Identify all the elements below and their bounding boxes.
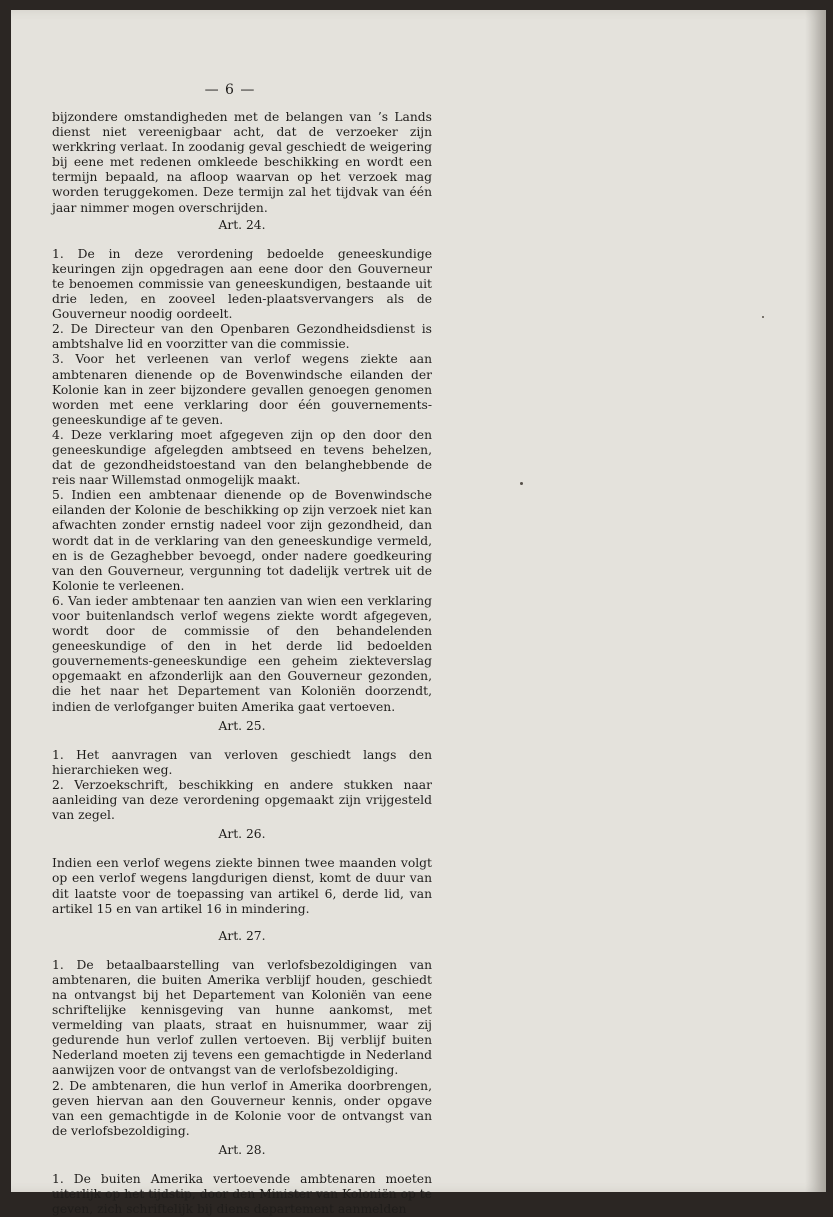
art27-par1: 1. De betaalbaarstelling van verlofsbezoldigingen van ambtenaren, die buiten Amerika verblijf houden, geschiedt na ontvangst bij het Departement van Koloniën van eene schriftelijke kennisgeving van hunne aankomst, met vermelding van plaats, straat en huisnummer, waar zij gedurende hun verlof zullen vertoeven. Bij verblijf buiten Nederland moeten zij tevens een gemachtigde in Nederland aanwijzen voor de ontvangst van de verlofsbezoldiging. bbox=[52, 957, 432, 1078]
art25-par2: 2. Verzoekschrift, beschikking en andere stukken naar aanleiding van deze verordening opgemaakt zijn vrijgesteld van zegel. bbox=[52, 777, 432, 823]
intro-paragraph: bijzondere omstandigheden met de belangen van ’s Lands dienst niet vereenigbaar acht, dat de verzoeker zijn werkkring verlaat. In zoodanig geval geschiedt de weigering bij eene met redenen omkleede beschikking en wordt een termijn bepaald, na afloop waarvan op het verzoek mag worden teruggekomen. Deze termijn zal het tijdvak van één jaar nimmer mogen overschrijden. bbox=[52, 110, 432, 215]
art24-par6: 6. Van ieder ambtenaar ten aanzien van wien een verklaring voor buitenlandsch verlof wegens ziekte wordt afgegeven, wordt door de commissie of den behandelenden geneeskundige of den in het derde lid bedoelden gouvernements-geneeskundige een geheim ziekteverslag opgemaakt en afzonderlijk aan den Gouverneur gezonden, die het naar het Departement van Koloniën doorzendt, indien de verlofganger buiten Amerika gaat vertoeven. bbox=[52, 593, 432, 714]
article-heading-26: Art. 26. bbox=[218, 827, 266, 842]
art24-par2: 2. De Directeur van den Openbaren Gezondheidsdienst is ambtshalve lid en voorzitter van die commissie. bbox=[52, 322, 432, 352]
art27-par2: 2. De ambtenaren, die hun verlof in Amerika doorbrengen, geven hiervan aan den Gouverneur kennis, onder opgave van een gemachtigde in de Kolonie voor de ontvangst van de verlofsbezoldiging. bbox=[52, 1078, 432, 1138]
article-heading-25: Art. 25. bbox=[218, 718, 266, 733]
art28-par1: 1. De buiten Amerika vertoevende ambtenaren moeten uiterlijk op het tijdstip, door den Minister van Koloniën op te geven, zich schriftelijk bij diens departement aanmelden bbox=[52, 1172, 432, 1217]
paper-speck bbox=[520, 482, 523, 485]
article-heading-27: Art. 27. bbox=[218, 928, 266, 943]
art24-par1: 1. De in deze verordening bedoelde geneeskundige keuringen zijn opgedragen aan eene door den Gouverneur te benoemen commissie van geneeskundigen, bestaande uit drie leden, en zooveel leden-plaatsvervangers als de Gouverneur noodig oordeelt. bbox=[52, 246, 432, 322]
art24-par3: 3. Voor het verleenen van verlof wegens ziekte aan ambtenaren dienende op de Bovenwindsche eilanden der Kolonie kan in zeer bijzondere gevallen genoegen genomen worden met eene verklaring door één gouvernements-geneeskundige af te geven. bbox=[52, 352, 432, 427]
article-heading-24: Art. 24. bbox=[218, 217, 266, 232]
page-edge-shadow bbox=[805, 10, 826, 1192]
article-heading-28: Art. 28. bbox=[218, 1142, 266, 1157]
page-number: — 6 — bbox=[204, 82, 256, 98]
body-text bbox=[52, 110, 432, 1217]
art24-par5: 5. Indien een ambtenaar dienende op de Bovenwindsche eilanden der Kolonie de beschikking op zijn verzoek niet kan afwachten zonder ernstig nadeel voor zijn gezondheid, dan wordt dat in de verklaring van den geneeskundige vermeld, en is de Gezaghebber bevoegd, onder nadere goedkeuring van den Gouverneur, vergunning tot dadelijk vertrek uit de Kolonie te verleenen. bbox=[52, 488, 432, 593]
art26-par1: Indien een verlof wegens ziekte binnen twee maanden volgt op een verlof wegens langdurigen dienst, komt de duur van dit laatste voor de toepassing van artikel 6, derde lid, van artikel 15 en van artikel 16 in mindering. bbox=[52, 856, 432, 916]
paper-speck bbox=[762, 316, 764, 318]
art24-par4: 4. Deze verklaring moet afgegeven zijn op den door den geneeskundige afgelegden ambtseed en tevens behelzen, dat de gezondheidstoestand van den belanghebbende de reis naar Willemstad onmogelijk maakt. bbox=[52, 427, 432, 488]
art25-par1: 1. Het aanvragen van verloven geschiedt langs den hierarchieken weg. bbox=[52, 747, 432, 777]
